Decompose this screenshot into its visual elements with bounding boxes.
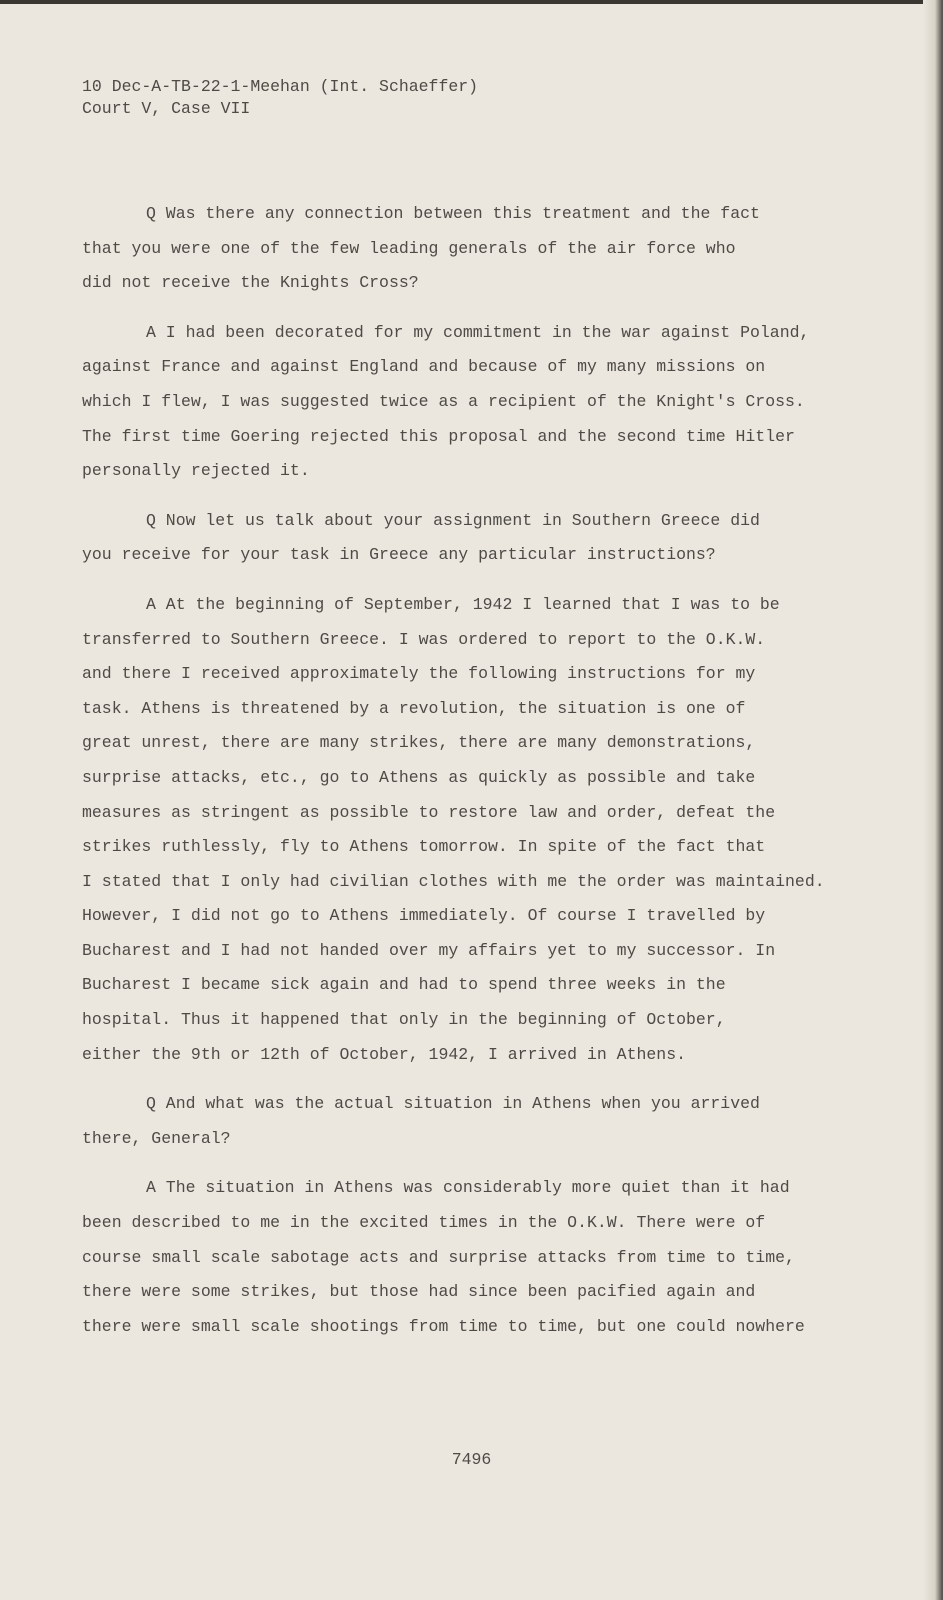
scan-right-edge bbox=[923, 0, 943, 1600]
header-court-case: Court V, Case VII bbox=[82, 99, 251, 118]
header-reference: 10 Dec-A-TB-22-1-Meehan (Int. Schaeffer) bbox=[82, 77, 479, 96]
text-line: personally rejected it. bbox=[82, 461, 310, 481]
text-line: and there I received approximately the following instructions for my bbox=[82, 664, 756, 684]
text-line: either the 9th or 12th of October, 1942, I arrived in Athens. bbox=[82, 1044, 686, 1064]
text-line: The first time Goering rejected this proposal and the second time Hitler bbox=[82, 426, 795, 446]
text-line: you receive for your task in Greece any particular instructions? bbox=[82, 545, 716, 565]
text-line: However, I did not go to Athens immediately. Of course I travelled by bbox=[82, 906, 766, 926]
page-number: 7496 bbox=[451, 1450, 492, 1469]
text-line: I stated that I only had civilian clothes with me the order was maintained. bbox=[82, 871, 825, 891]
text-line: Bucharest I became sick again and had to spend three weeks in the bbox=[82, 975, 726, 995]
text-line: strikes ruthlessly, fly to Athens tomorrow. In spite of the fact that bbox=[82, 837, 766, 857]
scan-top-edge bbox=[0, 0, 943, 4]
text-line: transferred to Southern Greece. I was ordered to report to the O.K.W. bbox=[82, 629, 766, 649]
text-line: A I had been decorated for my commitment in the war against Poland, bbox=[146, 322, 810, 342]
text-line: task. Athens is threatened by a revolution, the situation is one of bbox=[82, 698, 746, 718]
text-line: there were small scale shootings from time to time, but one could nowhere bbox=[82, 1316, 805, 1336]
text-line: which I flew, I was suggested twice as a recipient of the Knight's Cross. bbox=[82, 391, 805, 411]
transcript-paragraph bbox=[82, 316, 862, 489]
transcript-paragraph bbox=[82, 1171, 862, 1344]
text-line: great unrest, there are many strikes, there are many demonstrations, bbox=[82, 733, 756, 753]
text-line: against France and against England and because of my many missions on bbox=[82, 357, 766, 377]
document-header bbox=[82, 76, 478, 120]
text-line: A The situation in Athens was considerably more quiet than it had bbox=[146, 1178, 790, 1198]
transcript-paragraph bbox=[82, 1087, 862, 1156]
text-line: there were some strikes, but those had since been pacified again and bbox=[82, 1282, 756, 1302]
text-line: course small scale sabotage acts and surprise attacks from time to time, bbox=[82, 1247, 795, 1267]
text-line: Bucharest and I had not handed over my affairs yet to my successor. In bbox=[82, 940, 776, 960]
text-line: been described to me in the excited times in the O.K.W. There were of bbox=[82, 1213, 766, 1233]
text-line: measures as stringent as possible to restore law and order, defeat the bbox=[82, 802, 776, 822]
text-line: hospital. Thus it happened that only in the beginning of October, bbox=[82, 1010, 726, 1030]
text-line: that you were one of the few leading generals of the air force who bbox=[82, 238, 736, 258]
text-line: surprise attacks, etc., go to Athens as quickly as possible and take bbox=[82, 767, 756, 787]
transcript-paragraph bbox=[82, 588, 862, 1072]
text-line: A At the beginning of September, 1942 I learned that I was to be bbox=[146, 594, 780, 614]
transcript-body bbox=[82, 197, 862, 1359]
text-line: did not receive the Knights Cross? bbox=[82, 273, 419, 293]
text-line: Q And what was the actual situation in Athens when you arrived bbox=[146, 1094, 760, 1114]
text-line: Q Now let us talk about your assignment in Southern Greece did bbox=[146, 510, 760, 530]
transcript-paragraph bbox=[82, 504, 862, 573]
text-line: there, General? bbox=[82, 1128, 231, 1148]
transcript-paragraph bbox=[82, 197, 862, 301]
text-line: Q Was there any connection between this treatment and the fact bbox=[146, 204, 760, 223]
